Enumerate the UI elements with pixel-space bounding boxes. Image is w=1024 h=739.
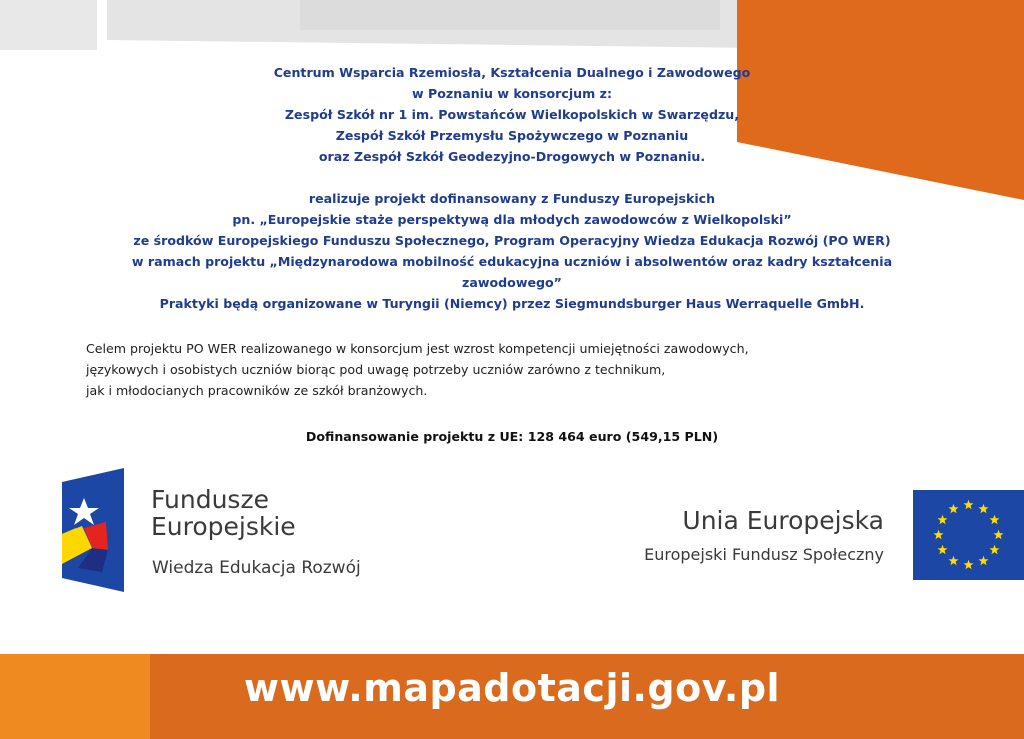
header-line: realizuje projekt dofinansowany z Funduszy Europejskich: [308, 191, 716, 206]
fe-title-line2: Europejskie: [151, 512, 296, 541]
header-line: zawodowego”: [462, 275, 562, 290]
eu-logo-subtitle: Europejski Fundusz Społeczny: [644, 545, 884, 564]
fundusze-europejskie-flag-icon: [62, 468, 124, 592]
header-line: ze środków Europejskiego Funduszu Społecznego, Program Operacyjny Wiedza Edukacja Rozwój (PO WER): [133, 233, 891, 248]
eu-flag-icon: [913, 490, 1024, 580]
goal-line: jak i młodocianych pracowników ze szkół branżowych.: [86, 383, 428, 398]
header-line: Zespół Szkół Przemysłu Spożywczego w Poznaniu: [335, 128, 689, 143]
eu-logo-title: Unia Europejska: [682, 506, 884, 535]
header-line: Zespół Szkół nr 1 im. Powstańców Wielkopolskich w Swarzędzu,: [284, 107, 740, 122]
footer-bar: [0, 654, 1024, 739]
header-line: oraz Zespół Szkół Geodezyjno-Drogowych w Poznaniu.: [318, 149, 706, 164]
fe-logo-title: [151, 486, 296, 540]
funding-amount: Dofinansowanie projektu z UE: 128 464 euro (549,15 PLN): [305, 429, 719, 444]
fe-title-line1: Fundusze: [151, 485, 269, 514]
goal-line: Celem projektu PO WER realizowanego w konsorcjum jest wzrost kompetencji umiejętności zawodowych,: [86, 341, 749, 356]
spacer: [60, 167, 964, 188]
header-line: w Poznaniu w konsorcjum z:: [412, 86, 612, 101]
project-goal: [86, 338, 886, 401]
header-line: pn. „Europejskie staże perspektywą dla młodych zawodowców z Wielkopolski”: [232, 212, 792, 227]
goal-line: językowych i osobistych uczniów biorąc pod uwagę potrzeby uczniów zarówno z technikum,: [86, 362, 666, 377]
header-line: Centrum Wsparcia Rzemiosła, Kształcenia Dualnego i Zawodowego: [273, 65, 751, 80]
fe-logo-subtitle: Wiedza Edukacja Rozwój: [152, 558, 361, 578]
footer-url[interactable]: www.mapadotacji.gov.pl: [243, 666, 781, 710]
header-line: Praktyki będą organizowane w Turyngii (Niemcy) przez Siegmundsburger Haus Werraquelle GmbH.: [159, 296, 865, 311]
header-line: w ramach projektu „Międzynarodowa mobilność edukacyjna uczniów i absolwentów oraz kadry kształcenia: [131, 254, 893, 269]
project-header: [60, 62, 964, 314]
